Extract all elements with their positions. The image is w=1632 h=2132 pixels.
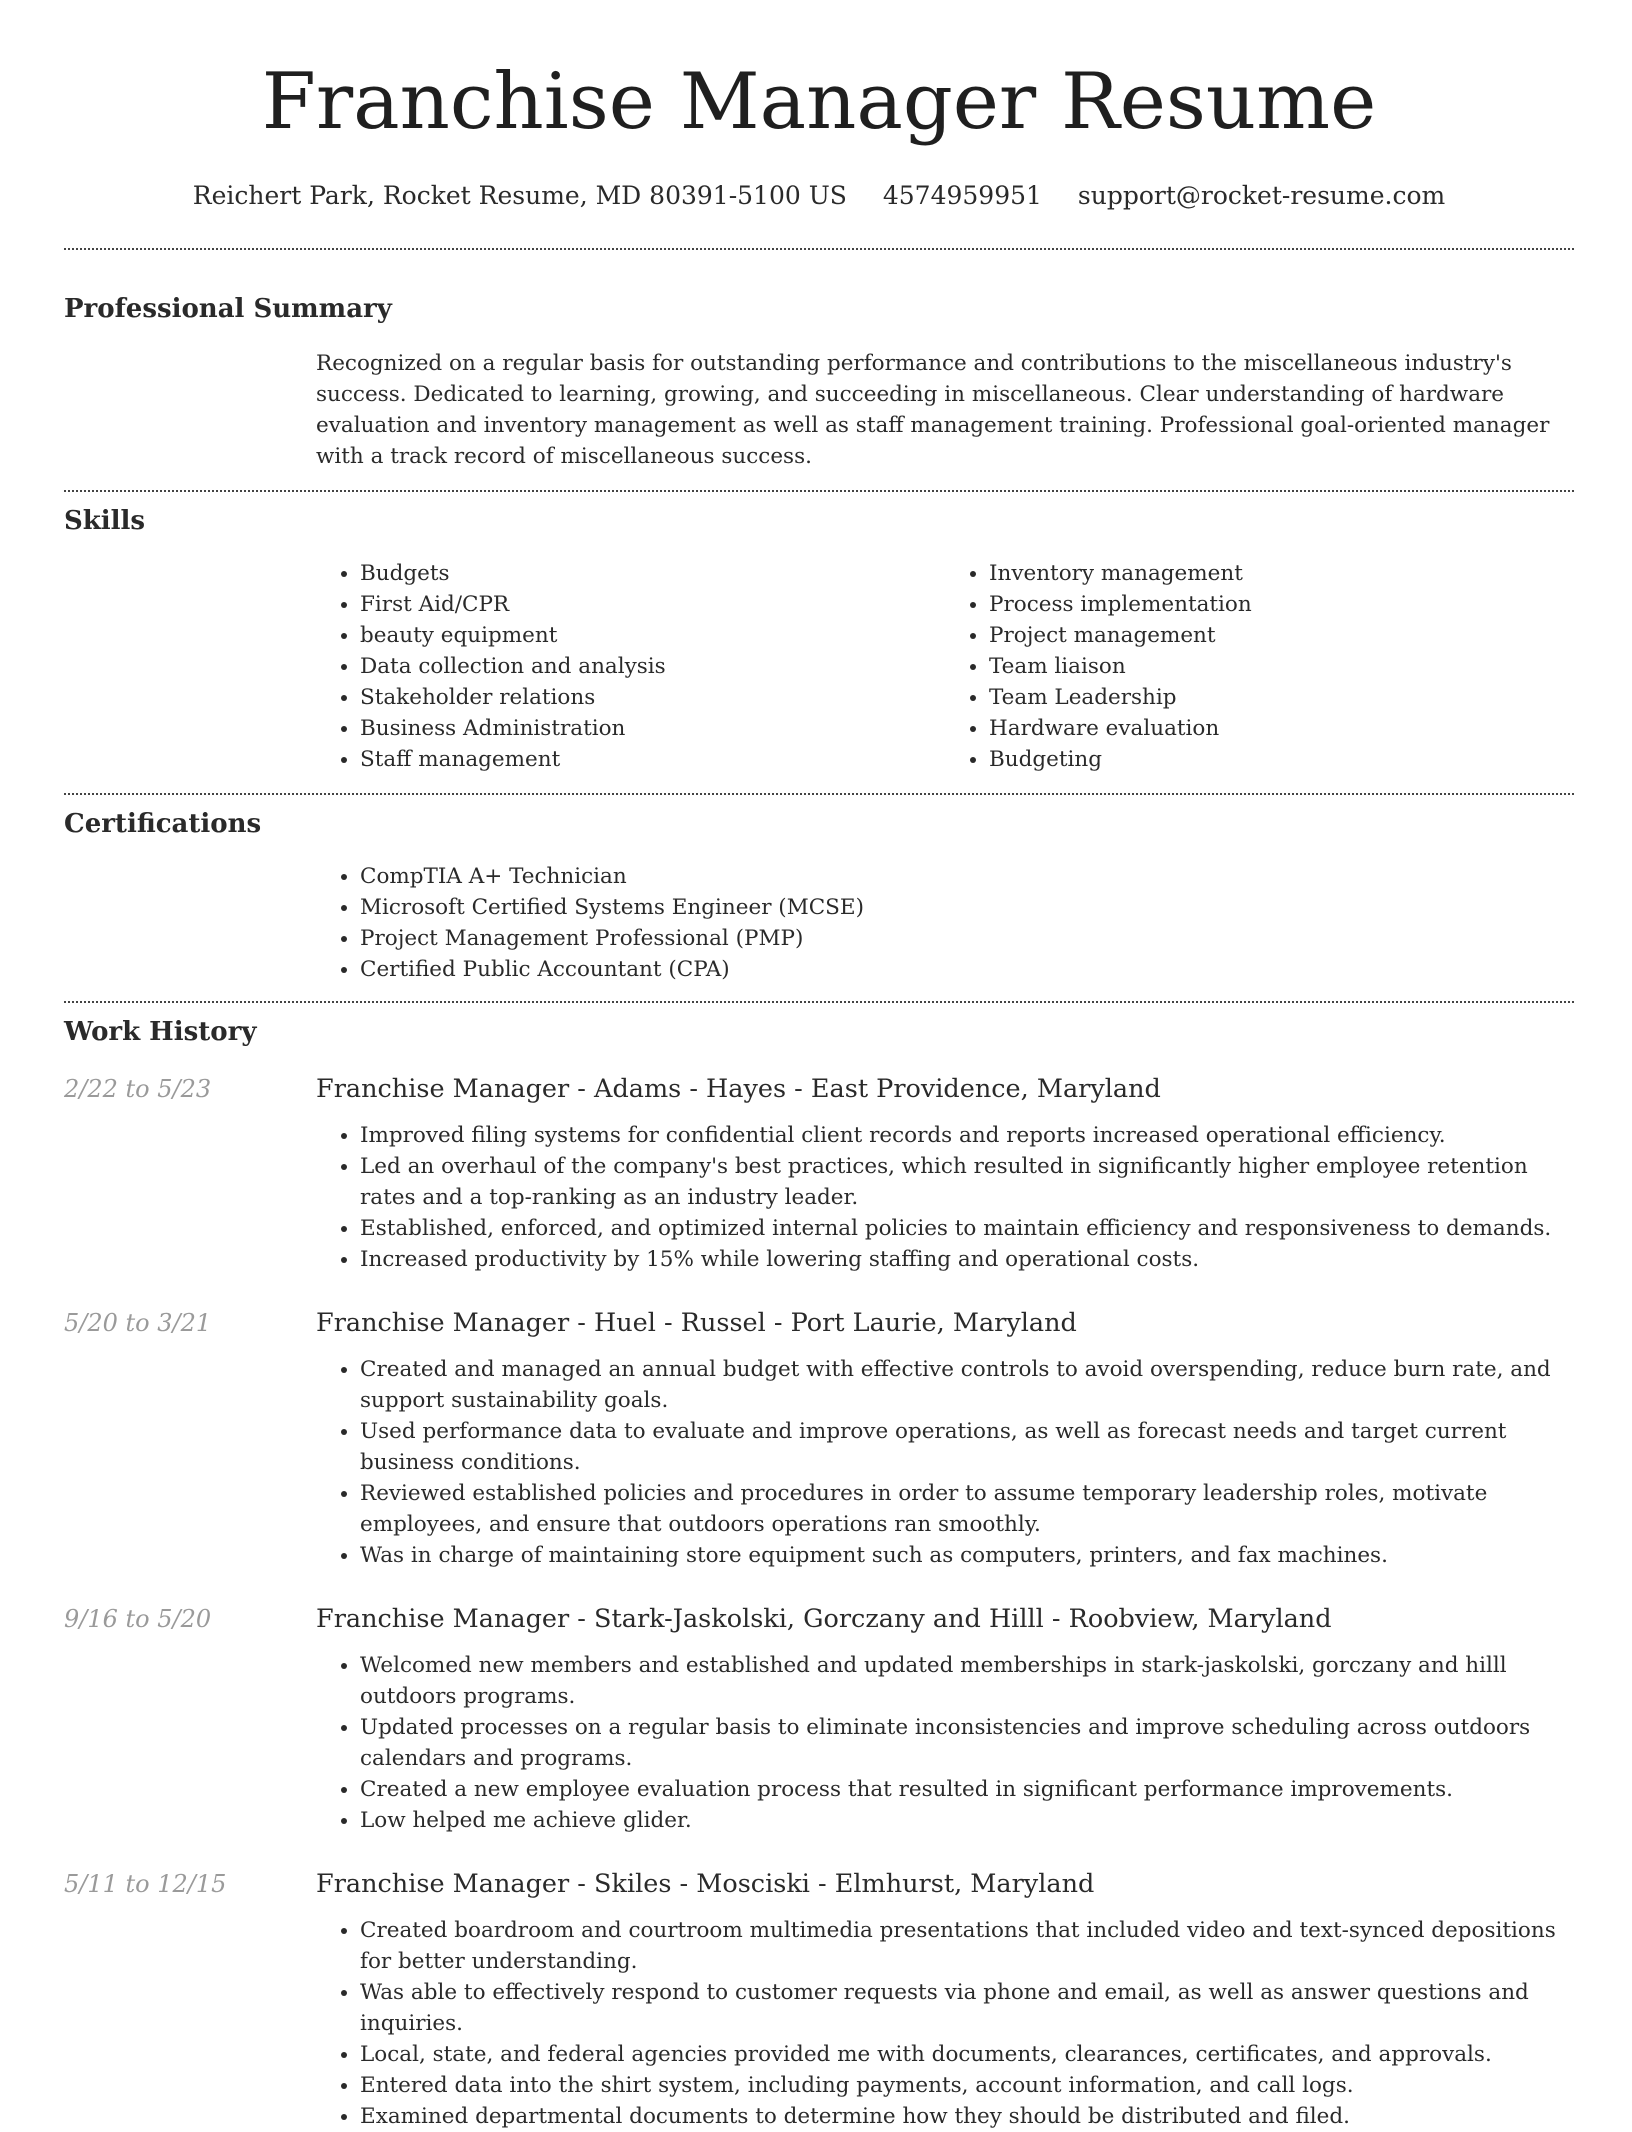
skills-heading: Skills xyxy=(64,506,146,536)
skill-item: • Team Leadership xyxy=(989,682,1574,713)
job-bullet: • Increased productivity by 15% while lowering staffing and operational costs. xyxy=(360,1244,1574,1275)
certification-item: • Project Management Professional (PMP) xyxy=(360,923,1574,954)
skill-item: • Budgeting xyxy=(989,744,1574,775)
skill-item: • Stakeholder relations xyxy=(360,682,945,713)
skills-column-right xyxy=(945,558,1574,775)
skill-item: • Business Administration xyxy=(360,713,945,744)
skill-item: • Process implementation xyxy=(989,589,1574,620)
job-dates: 2/22 to 5/23 xyxy=(64,1075,212,1103)
skill-item: • Budgets xyxy=(360,558,945,589)
skill-item: • First Aid/CPR xyxy=(360,589,945,620)
skill-item: • Hardware evaluation xyxy=(989,713,1574,744)
job-bullet: • Low helped me achieve glider. xyxy=(360,1805,1574,1836)
certifications-heading: Certifications xyxy=(64,809,262,839)
skill-item: • Team liaison xyxy=(989,651,1574,682)
section-divider xyxy=(64,490,1574,492)
section-divider xyxy=(64,248,1574,250)
job-bullet: • Updated processes on a regular basis to eliminate inconsistencies and improve scheduling across outdoors calendars and programs. xyxy=(360,1712,1574,1774)
section-divider xyxy=(64,1001,1574,1003)
job-dates: 5/20 to 3/21 xyxy=(64,1309,212,1337)
job-entry xyxy=(64,1603,1574,1836)
skill-item: • Inventory management xyxy=(989,558,1574,589)
resume-title: Franchise Manager Resume xyxy=(261,57,1377,147)
job-bullets xyxy=(316,1915,1574,2132)
skill-item: • Project management xyxy=(989,620,1574,651)
section-divider xyxy=(64,793,1574,795)
job-title: Franchise Manager - Skiles - Mosciski - Elmhurst, Maryland xyxy=(316,1869,1095,1899)
job-bullet: • Improved filing systems for confidential client records and reports increased operational efficiency. xyxy=(360,1120,1574,1151)
job-entry xyxy=(64,1307,1574,1571)
skill-item: • Staff management xyxy=(360,744,945,775)
job-bullet: • Examined departmental documents to determine how they should be distributed and filed. xyxy=(360,2101,1574,2132)
job-bullet: • Created boardroom and courtroom multimedia presentations that included video and text-synced depositions for better understanding. xyxy=(360,1915,1574,1977)
job-title: Franchise Manager - Huel - Russel - Port Laurie, Maryland xyxy=(316,1308,1077,1338)
job-title: Franchise Manager - Adams - Hayes - East Providence, Maryland xyxy=(316,1074,1161,1104)
certification-item: • Microsoft Certified Systems Engineer (MCSE) xyxy=(360,892,1574,923)
skills-column-left xyxy=(316,558,945,775)
work-history-heading: Work History xyxy=(64,1017,257,1047)
job-bullet: • Reviewed established policies and procedures in order to assume temporary leadership roles, motivate employees, and ensure that outdoors operations ran smoothly. xyxy=(360,1478,1574,1540)
certifications-list xyxy=(316,861,1574,985)
job-bullet: • Led an overhaul of the company's best practices, which resulted in significantly higher employee retention rates and a top-ranking as an industry leader. xyxy=(360,1151,1574,1213)
job-bullet: • Local, state, and federal agencies provided me with documents, clearances, certificates, and approvals. xyxy=(360,2039,1574,2070)
skill-item: • Data collection and analysis xyxy=(360,651,945,682)
summary-text: Recognized on a regular basis for outstanding performance and contributions to the miscellaneous industry's success. Dedicated to learning, growing, and succeeding in miscellaneous. Clear understanding of hardware evaluation and inventory management as well as staff management training. Professional goal-oriented manager with a track record of miscellaneous success. xyxy=(316,351,1550,469)
job-bullet: • Established, enforced, and optimized internal policies to maintain efficiency and responsiveness to demands. xyxy=(360,1213,1574,1244)
job-bullets xyxy=(316,1120,1574,1275)
skills-list xyxy=(316,558,1574,775)
job-bullet: • Created a new employee evaluation process that resulted in significant performance improvements. xyxy=(360,1774,1574,1805)
job-bullet: • Was able to effectively respond to customer requests via phone and email, as well as answer questions and inquiries. xyxy=(360,1977,1574,2039)
resume-page xyxy=(64,0,1574,2132)
certification-item: • Certified Public Accountant (CPA) xyxy=(360,954,1574,985)
job-bullet: • Created and managed an annual budget with effective controls to avoid overspending, reduce burn rate, and support sustainability goals. xyxy=(360,1354,1574,1416)
job-bullet: • Welcomed new members and established and updated memberships in stark-jaskolski, gorczany and hilll outdoors programs. xyxy=(360,1650,1574,1712)
job-title: Franchise Manager - Stark-Jaskolski, Gorczany and Hilll - Roobview, Maryland xyxy=(316,1604,1332,1634)
certification-item: • CompTIA A+ Technician xyxy=(360,861,1574,892)
contact-email: support@rocket-resume.com xyxy=(1077,181,1446,210)
job-bullet: • Entered data into the shirt system, including payments, account information, and call logs. xyxy=(360,2070,1574,2101)
job-dates: 9/16 to 5/20 xyxy=(64,1605,212,1633)
contact-address: Reichert Park, Rocket Resume, MD 80391-5100 US xyxy=(192,181,847,210)
job-entry xyxy=(64,1868,1574,2132)
job-entry xyxy=(64,1073,1574,1275)
job-bullets xyxy=(316,1650,1574,1836)
job-bullet: • Was in charge of maintaining store equipment such as computers, printers, and fax machines. xyxy=(360,1540,1574,1571)
contact-line xyxy=(64,180,1574,212)
summary-heading: Professional Summary xyxy=(64,294,392,324)
contact-phone: 4574959951 xyxy=(882,181,1042,210)
skill-item: • beauty equipment xyxy=(360,620,945,651)
job-bullets xyxy=(316,1354,1574,1571)
job-bullet: • Used performance data to evaluate and improve operations, as well as forecast needs and target current business conditions. xyxy=(360,1416,1574,1478)
job-dates: 5/11 to 12/15 xyxy=(64,1870,227,1898)
